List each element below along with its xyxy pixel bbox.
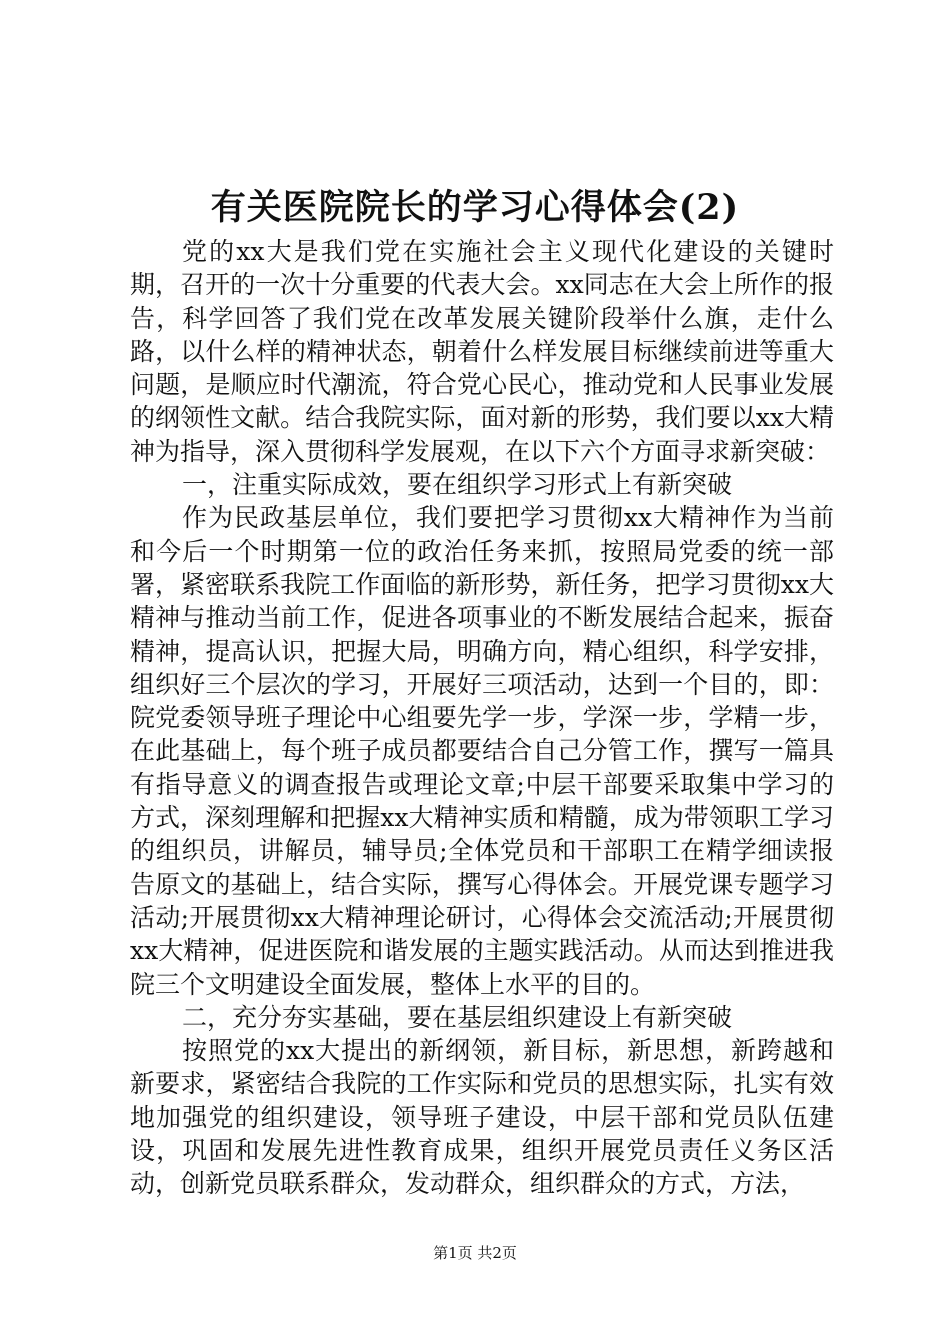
document-body xyxy=(130,235,834,1201)
document-title: 有关医院院长的学习心得体会(2) xyxy=(210,187,740,228)
section-heading-2: 二，充分夯实基础，要在基层组织建设上有新突破 xyxy=(182,1002,733,1032)
section-heading-1: 一，注重实际成效，要在组织学习形式上有新突破 xyxy=(182,470,733,500)
paragraph-section-1: 作为民政基层单位，我们要把学习贯彻xx大精神作为当前和今后一个时期第一位的政治任务来抓，按照局党委的统一部署，紧密联系我院工作面临的新形势，新任务，把学习贯彻xx大精神与推动当前工作，促进各项事业的不断发展结合起来，振奋精神，提高认识，把握大局，明确方向，精心组织，科学安排，组织好三个层次的学习，开展好三项活动，达到一个目的，即：院党委领导班子理论中心组要先学一步，学深一步，学精一步，在此基础上，每个班子成员都要结合自己分管工作，撰写一篇具有指导意义的调查报告或理论文章;中层干部要采取集中学习的方式，深刻理解和把握xx大精神实质和精髓，成为带领职工学习的组织员，讲解员，辅导员;全体党员和干部职工在精学细读报告原文的基础上，结合实际，撰写心得体会。开展党课专题学习活动;开展贯彻xx大精神理论研讨，心得体会交流活动;开展贯彻xx大精神，促进医院和谐发展的主题实践活动。从而达到推进我院三个文明建设全面发展，整体上水平的目的。 xyxy=(130,503,834,999)
paragraph-intro: 党的xx大是我们党在实施社会主义现代化建设的关键时期，召开的一次十分重要的代表大会。xx同志在大会上所作的报告，科学回答了我们党在改革发展关键阶段举什么旗，走什么路，以什么样的精神状态，朝着什么样发展目标继续前进等重大问题，是顺应时代潮流，符合党心民心，推动党和人民事业发展的纲领性文献。结合我院实际，面对新的形势，我们要以xx大精神为指导，深入贯彻科学发展观，在以下六个方面寻求新突破： xyxy=(130,237,834,466)
paragraph-section-2: 按照党的xx大提出的新纲领，新目标，新思想，新跨越和新要求，紧密结合我院的工作实际和党员的思想实际，扎实有效地加强党的组织建设，领导班子建设，中层干部和党员队伍建设，巩固和发展先进性教育成果，组织开展党员责任义务区活动，创新党员联系群众，发动群众，组织群众的方式，方法， xyxy=(130,1036,834,1199)
page-footer: 第1页 共2页 xyxy=(433,1244,517,1262)
